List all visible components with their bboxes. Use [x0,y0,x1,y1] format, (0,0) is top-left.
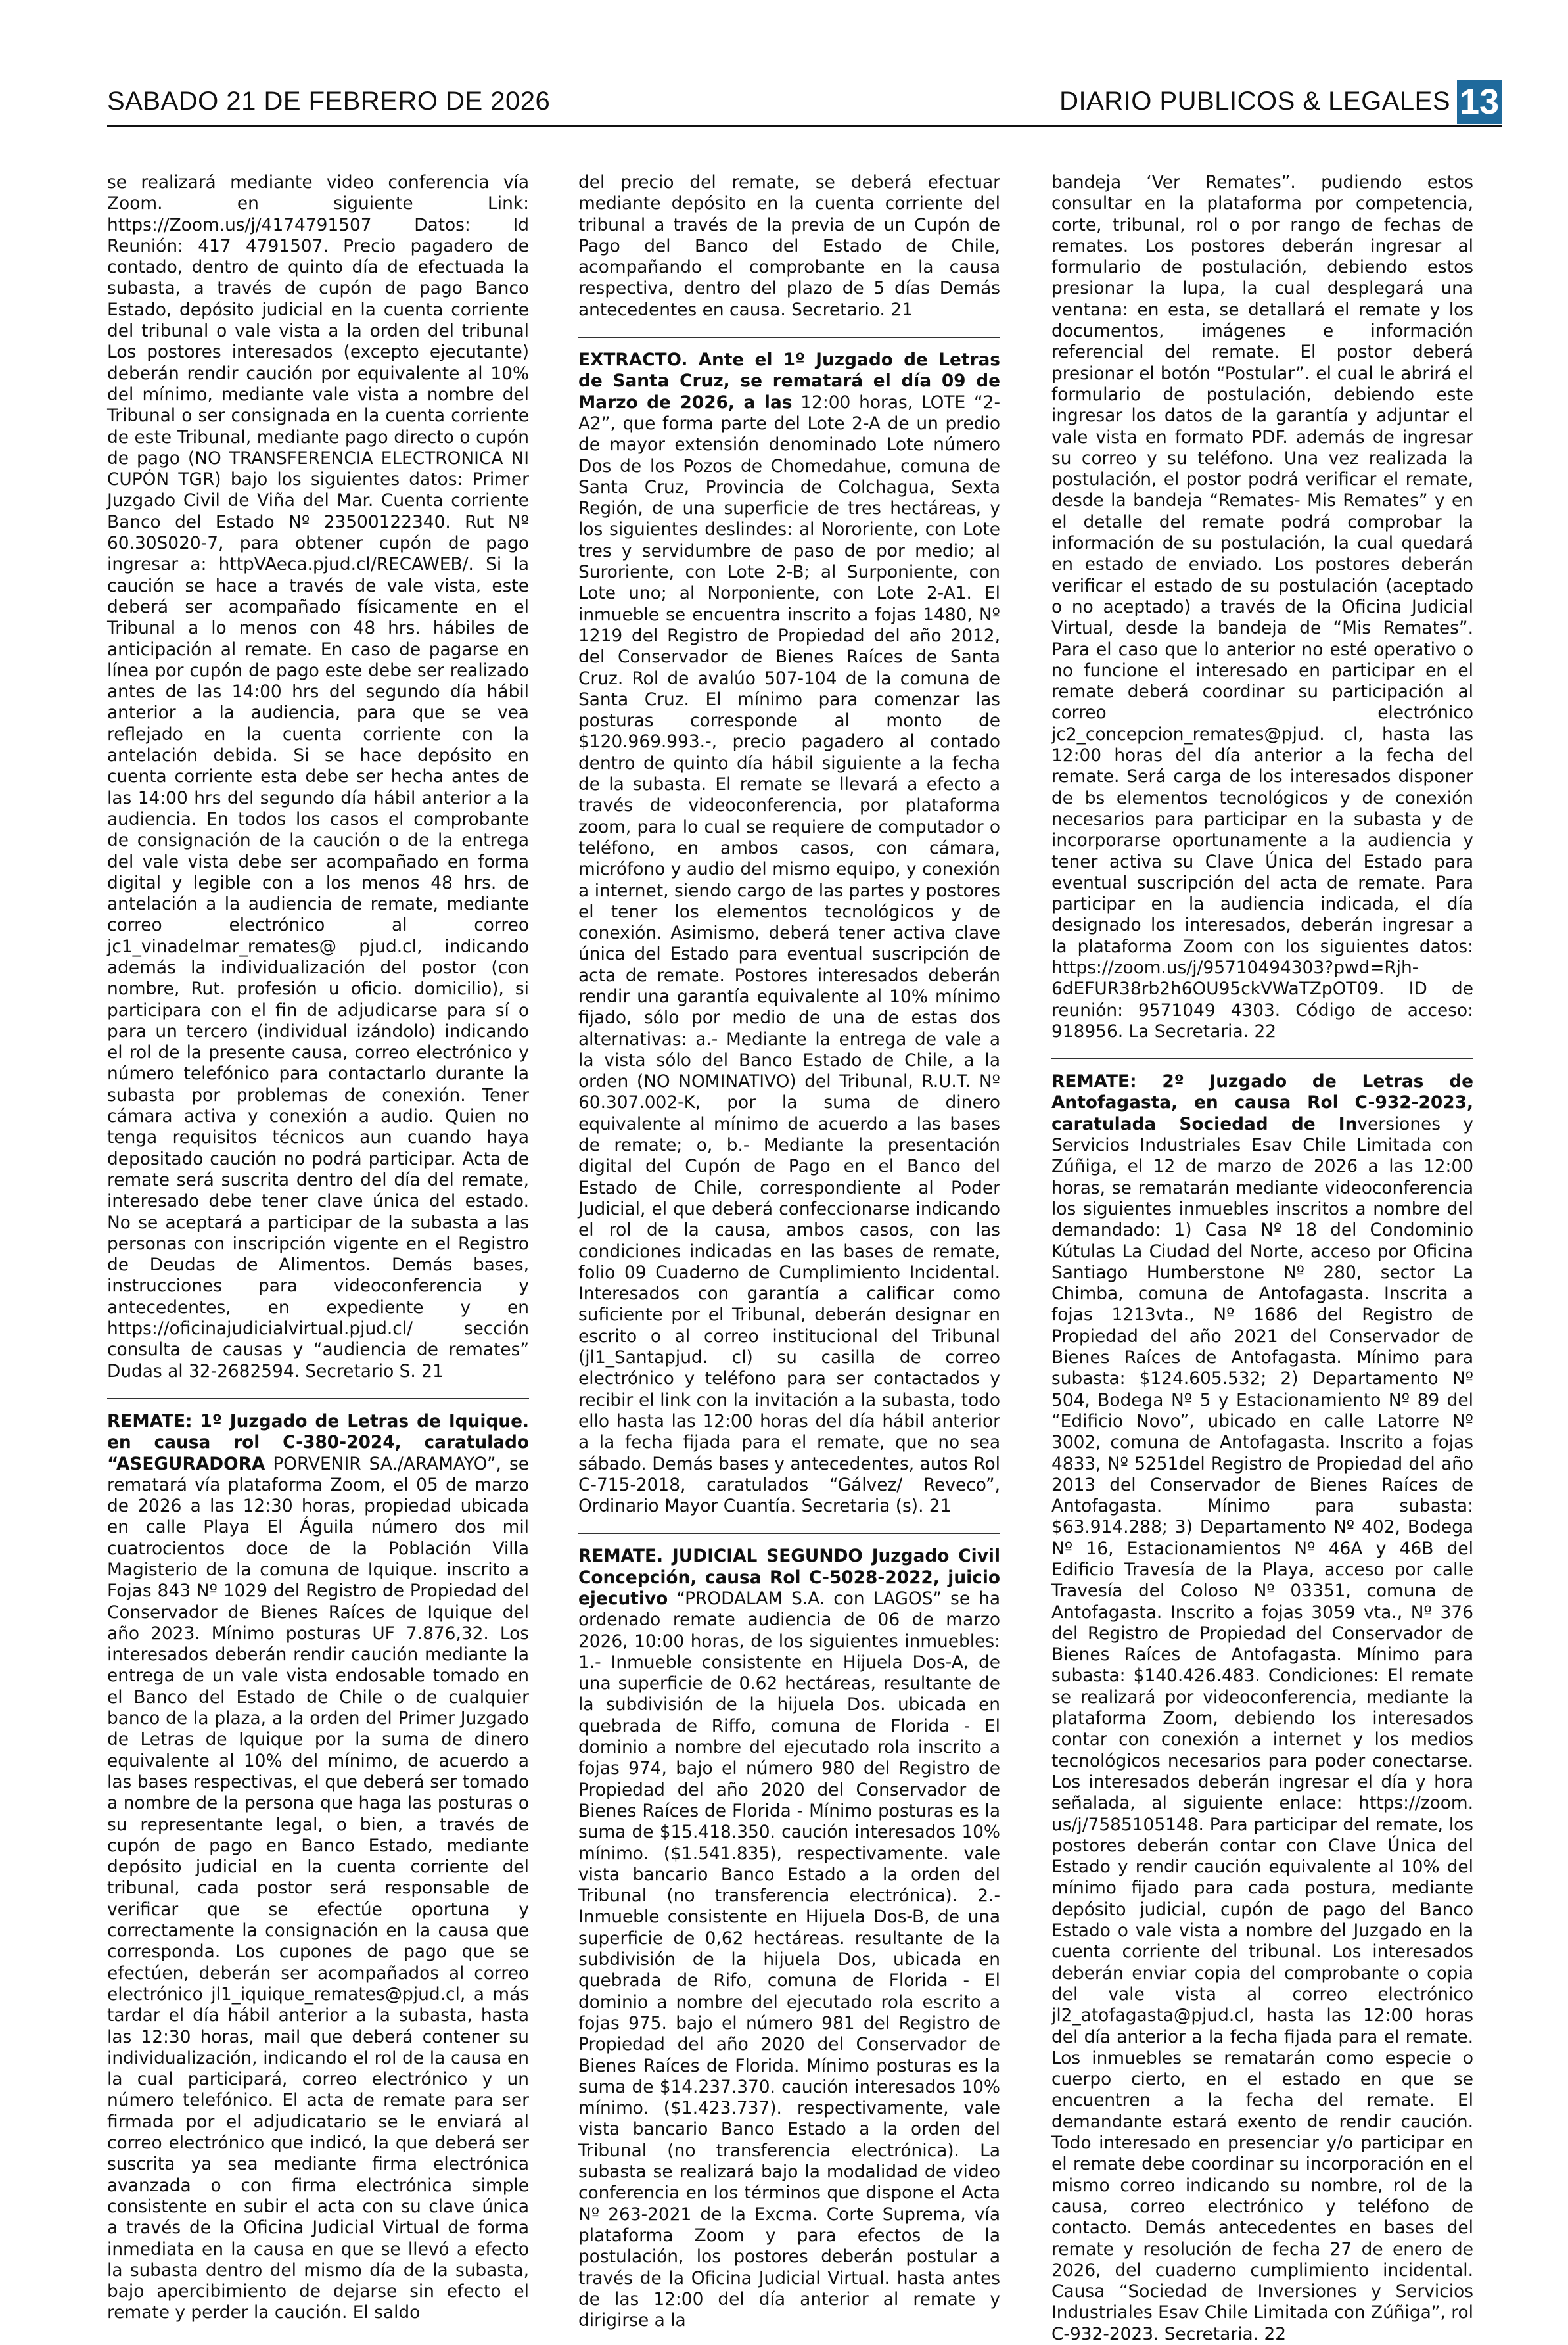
notice-concepcion-continued: bandeja ‘Ver Remates”. pudiendo estos consultar en la plataforma por competencia, corte, tribunal, rol o por rango de fechas de remates. Los postores deberán ingresar al formulario de postulación, debiendo estos presionar la lupa, la cual desplegará una ventana: en esta, se detallará el remate y los documentos, imágenes e información referencial del remate. El postor deberá presionar el botón “Postular”. el cual le abrirá el formulario de postulación, debiendo este ingresar los datos de la garantía y adjuntar el vale vista en formato PDF. además de ingresar su correo y su teléfono. Una vez realizada la postulación, el postor podrá verificar el remate, desde la bandeja “Remates- Mis Remates” y en el detalle del remate podrá comprobar la información de su postulación, la cual quedará en estado de enviado. Los postores deberán verificar el estado de su postulación (aceptado o no aceptado) a través de la Oficina Judicial Virtual, desde la bandeja de “Mis Remates”. Para el caso que lo anterior no esté operativo o no funcione el interesado en participar en el remate deberá coordinar su participación al correo electrónico jc2_concepcion_remates@pjud. cl, hasta las 12:00 horas del día anterior a la fecha del remate. Será carga de los interesados disponer de bs elementos tecnológicos y de conexión necesarios para participar en la subasta y de incorporarse oportunamente a la audiencia y tener activa su Clave Única del Estado para eventual suscripción del acta de remate. Para participar en la audiencia indicada, el día designado los interesados, deberán ingresar a la plataforma Zoom con los siguientes datos: https://zoom.us/j/95710494303?pwd=Rjh-6dEFUR38rb2h6OU95ckVWaTZpOT09. ID de reunión: 9571049 4303. Código de acceso: 918956. La Secretaria. 22 [1051,172,1473,1042]
column-3 [1051,172,1473,2345]
notice-vina-del-mar-continued: se realizará mediante video conferencia vía Zoom. en siguiente Link: https://Zoom.us/j/4174791507 Datos: Id Reunión: 417 4791507. Precio pagadero de contado, dentro de quinto día de efectuada la subasta, a través de cupón de pago Banco Estado, depósito judicial en la cuenta corriente del tribunal o vale vista a la orden del tribunal Los postores interesados (excepto ejecutante) deberán rendir caución por equivalente al 10% del mínimo, mediante vale vista a nombre del Tribunal o ser consignada en la cuenta corriente de este Tribunal, mediante pago directo o cupón de pago (NO TRANSFERENCIA ELECTRONICA NI CUPÓN TGR) bajo los siguientes datos: Primer Juzgado Civil de Viña del Mar. Cuenta corriente Banco del Estado Nº 23500122340. Rut Nº 60.30S020-7, para obtener cupón de pago ingresar a: httpVAeca.pjud.cl/RECAWEB/. Si la caución se hace a través de vale vista, este deberá ser acompañado físicamente en el Tribunal a lo menos con 48 hrs. hábiles de anticipación al remate. En caso de pagarse en línea por cupón de pago este debe ser realizado antes de las 14:00 hrs del segundo día hábil anterior a la audiencia, para que se vea reflejado en la cuenta corriente con la antelación debida. Si se hace depósito en cuenta corriente esta debe ser hecha antes de las 14:00 hrs del segundo día hábil anterior a la audiencia. En todos los casos el comprobante de consignación de la caución o de la entrega del vale vista debe ser acompañado en forma digital y legible con a los menos 48 hrs. de antelación a la audiencia de remate, mediante correo electrónico al correo jc1_vinadelmar_remates@ pjud.cl, indicando además la individualización del postor (con nombre, Rut. profesión u oficio. domicilio), si participara con el fin de adjudicarse para sí o para un tercero (individual izándolo) indicando el rol de la presente causa, correo electrónico y número telefónico para contactarlo durante la subasta por problemas de conexión. Tener cámara activa y conexión a audio. Quien no tenga requisitos técnicos aun cuando haya depositado caución no podrá participar. Acta de remate será suscrita dentro del día del remate, interesado debe tener clave única del estado. No se aceptará a participar de la subasta a las personas con inscripción vigente en el Registro de Deudas de Alimentos. Demás bases, instrucciones para videoconferencia y antecedentes, en expediente y en https://oficinajudicialvirtual.pjud.cl/ sección consulta de causas y “audiencia de remates” Dudas al 32-2682594. Secretario S. 21 [107,172,529,1381]
column-1 [107,172,529,2324]
notice-body: PORVENIR SA./ARAMAYO”, se rematará vía plataforma Zoom, el 05 de marzo de 2026 a las 12:30 horas, propiedad ubicada en calle Playa El Águila número dos mil cuatrocientos doce de la Población Villa Magisterio de la comuna de Iquique. inscrito a Fojas 843 Nº 1029 del Registro de Propiedad del Conservador de Bienes Raíces de Iquique del año 2023. Mínimo posturas UF 7.876,32. Los interesados deberán rendir caución mediante la entrega de un vale vista endosable tomado en el Banco del Estado de Chile o de cualquier banco de la plaza, a la orden del Primer Juzgado de Letras de Iquique por la suma de dinero equivalente al 10% del mínimo, de acuerdo a las bases respectivas, el que deberá ser tomado a nombre de la persona que haga las posturas o su representante legal, o bien, a través de cupón de pago en Banco Estado, mediante depósito judicial en la cuenta corriente del tribunal, cada postor será responsable de verificar que se efectúe oportuna y correctamente la consignación en la causa que corresponda. Los cupones de pago que se efectúen, deberán ser acompañados al correo electrónico jl1_iquique_remates@pjud.cl, a más tardar el día hábil anterior a la subasta, hasta las 12:30 horas, mail que deberá contener su individualización, indicando el rol de la causa en la cual participará, correo electrónico y un número telefónico. El acta de remate para ser firmada por el adjudicatario se le enviará al correo electrónico que indicó, la que deberá ser suscrita ya sea mediante firma electrónica avanzada o con firma electrónica simple consistente en subir el acta con su clave única a través de la Oficina Judicial Virtual de forma inmediata en la causa en que se llevó a efecto la subasta dentro del mismo día de la subasta, bajo apercibimiento de dejarse sin efecto el remate y perder la caución. El saldo [107,1453,529,2323]
notice-divider [1051,1058,1473,1059]
notice-iquique-continued: del precio del remate, se deberá efectuar mediante depósito en la cuenta corriente del tribunal a través de la previa de un Cupón de Pago del Banco del Estado de Chile, acompañando el comprobante en la causa respectiva, dentro del plazo de 5 días Demás antecedentes en causa. Secretario. 21 [578,172,1000,320]
notice-heading: EXTRACTO. Ante el 1º Juzgado de Letras de Santa Cruz, se rematará el día 09 de Marzo de 2026, a las [578,350,1000,413]
notice-body: versiones y Servicios Industriales Esav Chile Limitada con Zúñiga, el 12 de marzo de 2026 a las 12:00 horas, se rematarán mediante videoconferencia los siguientes inmuebles inscritos a nombre del demandado: 1) Casa Nº 18 del Condominio Kútulas La Ciudad del Norte, acceso por Oficina Santiago Humberstone Nº 280, sector La Chimba, comuna de Antofagasta. Inscrita a fojas 1213vta., Nº 1686 del Registro de Propiedad del año 2021 del Conservador de Bienes Raíces de Antofagasta. Mínimo para subasta: $124.605.532; 2) Departamento Nº 504, Bodega Nº 5 y Estacionamiento Nº 89 del “Edificio Novo”, ubicado en calle Latorre Nº 3002, comuna de Antofagasta. Inscrito a fojas 4833, Nº 5251del Registro de Propiedad del año 2013 del Conservador de Bienes Raíces de Antofagasta. Mínimo para subasta: $63.914.288; 3) Departamento Nº 402, Bodega Nº 16, Estacionamientos Nº 46A y 46B del Edificio Travesía de la Playa, acceso por calle Travesía del Coloso Nº 03351, comuna de Antofagasta. Inscrito a fojas 3059 vta., Nº 376 del Registro de Propiedad del Conservador de Bienes Raíces de Antofagasta. Mínimo para subasta: $140.426.483. Condiciones: El remate se realizará por videoconferencia, mediante la plataforma Zoom, debiendo los interesados contar con conexión a internet y los medios tecnológicos necesarios para poder conectarse. Los interesados deberán ingresar el día y hora señalada, al siguiente enlace: https://zoom. us/j/7585105148. Para participar del remate, los postores deberán contar con Clave Única del Estado y rendir caución equivalente al 10% del mínimo fijado para cada postura, mediante depósito judicial, cupón de pago del Banco Estado o vale vista a nombre del Juzgado en la cuenta corriente del tribunal. Los interesados deberán enviar copia del comprobante o copia del vale vista al correo electrónico jl2_atofagasta@pjud.cl, hasta las 12:00 horas del día anterior a la fecha fijada para el remate. Los inmuebles se rematarán como especie o cuerpo cierto, en el estado en que se encuentren a la fecha del remate. El demandante estará exento de rendir caución. Todo interesado en presenciar y/o participar en el remate debe coordinar su incorporación en el mismo correo indicando su nombre, rol de la causa, correo electrónico y teléfono de contacto. Demás antecedentes en bases del remate y resolución de fecha 27 de enero de 2026, del cuaderno cumplimiento incidental. Causa “Sociedad de Inversiones y Servicios Industriales Esav Chile Limitada con Zúñiga”, rol C-932-2023. Secretaria. 22 [1051,1113,1473,2344]
notice-heading: REMATE: 1º Juzgado de Letras de Iquique. en causa rol C-380-2024, caratulado “ASEGURADORA [107,1410,529,1474]
notice-body: “PRODALAM S.A. con LAGOS” se ha ordenado remate audiencia de 06 de marzo 2026, 10:00 horas, de los siguientes inmuebles: 1.- Inmueble consistente en Hijuela Dos-A, de una superficie de 0.62 hectáreas, resultante de la subdivisión de la hijuela Dos. ubicada en quebrada de Riffo, comuna de Florida - El dominio a nombre del ejecutado rola inscrito a fojas 974, bajo el número 980 del Registro de Propiedad del año 2020 del Conservador de Bienes Raíces de Florida - Mínimo posturas es la suma de $15.418.350. caución interesados 10% mínimo. ($1.541.835), respectivamente. vale vista bancario Banco Estado a la orden del Tribunal (no transferencia electrónica). 2.- Inmueble consistente en Hijuela Dos-B, de una superficie de 0,62 hectáreas. resultante de la subdivisión de la hijuela Dos, ubicada en quebrada de Rifo, comuna de Florida - El dominio a nombre del ejecutado rola escrito a fojas 975. bajo el número 981 del Registro de Propiedad del año 2020 del Conservador de Bienes Raíces de Florida. Mínimo posturas es la suma de $14.237.370. caución interesados 10% mínimo. ($1.423.737). respectivamente, vale vista bancario Banco Estado a la orden del Tribunal (no transferencia electrónica). La subasta se realizará bajo la modalidad de video conferencia en los términos que dispone el Acta Nº 263-2021 de la Excma. Corte Suprema, vía plataforma Zoom y para efectos de la postulación, los postores deberán postular a través de la Oficina Judicial Virtual. hasta antes de las 12:00 del día anterior al remate y dirigirse a la [578,1589,1000,2331]
page-number: 13 [1457,80,1502,124]
notice-heading: REMATE. JUDICIAL SEGUNDO Juzgado Civil Concepción, causa Rol C-5028-2022, juicio ejecutivo [578,1546,1000,1609]
notice-heading: REMATE: 2º Juzgado de Letras de Antofagasta, en causa Rol C-932-2023, caratulada Sociedad de In [1051,1071,1473,1134]
notice-concepcion [578,1546,1000,2331]
notice-antofagasta [1051,1071,1473,2345]
issue-date: SABADO 21 DE FEBRERO DE 2026 [107,87,551,116]
notice-santa-cruz [578,350,1000,1517]
notice-divider [107,1398,529,1399]
notice-iquique [107,1411,529,2324]
column-2 [578,172,1000,2331]
page-header [107,84,1502,127]
publication-name: DIARIO PUBLICOS & LEGALES [1059,87,1450,116]
notice-divider [578,337,1000,338]
notice-body: 12:00 horas, LOTE “2-A2”, que forma parte del Lote 2-A de un predio de mayor extensión denominado Lote número Dos de los Pozos de Chomedahue, comuna de Santa Cruz, Provincia de Colchagua, Sexta Región, de una superficie de tres hectáreas, y los siguientes deslindes: al Nororiente, con Lote tres y servidumbre de paso de por medio; al Suroriente, con Lote 2-B; al Surponiente, con Lote uno; al Norponiente, con Lote 2-A1. El inmueble se encuentra inscrito a fojas 1480, Nº 1219 del Registro de Propiedad del año 2012, del Conservador de Bienes Raíces de Santa Cruz. Rol de avalúo 507-104 de la comuna de Santa Cruz. El mínimo para comenzar las posturas corresponde al monto de $120.969.993.-, precio pagadero al contado dentro de quinto día hábil siguiente a la fecha de la subasta. El remate se llevará a efecto a través de videoconferencia, por plataforma zoom, para lo cual se requiere de computador o teléfono, en ambos casos, con cámara, micrófono y audio del mismo equipo, y conexión a internet, siendo cargo de las partes y postores el tener los elementos tecnológicos y de conexión. Asimismo, deberá tener activa clave única del Estado para eventual suscripción de acta de remate. Postores interesados deberán rendir una garantía equivalente al 10% mínimo fijado, sólo por medio de una de estas dos alternativas: a.- Mediante la entrega de vale a la vista sólo del Banco Estado de Chile, a la orden (NO NOMINATIVO) del Tribunal, R.U.T. Nº 60.307.002-K, por la suma de dinero equivalente al mínimo de acuerdo a las bases de remate; o, b.- Mediante la presentación digital del Cupón de Pago en el Banco del Estado de Chile, correspondiente al Poder Judicial, el que deberá confeccionarse indicando el rol de la causa, ambos casos, con las condiciones indicadas en las bases de remate, folio 09 Cuaderno de Cumplimiento Incidental. Interesados con garantía a calificar como suficiente por el Tribunal, deberán designar en escrito o al correo institucional del Tribunal (jl1_Santapjud. cl) su casilla de correo electrónico y teléfono para ser contactados y recibir el link con la invitación a la subasta, todo ello hasta las 12:00 horas del día hábil anterior a la fecha fijada para el remate, que no sea sábado. Demás bases y antecedentes, autos Rol C-715-2018, caratulados “Gálvez/ Reveco”, Ordinario Mayor Cuantía. Secretaria (s). 21 [578,392,1000,1517]
notice-divider [578,1533,1000,1534]
